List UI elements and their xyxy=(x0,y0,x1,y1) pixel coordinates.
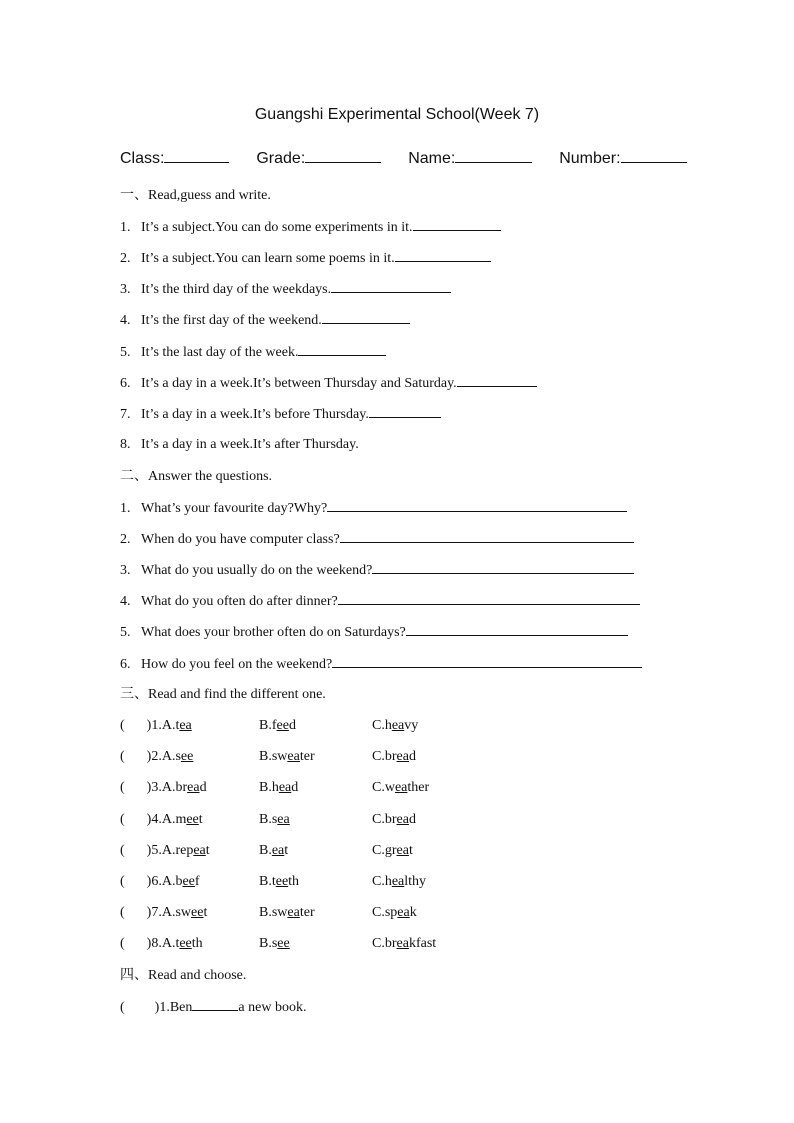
section4-heading: 四、Read and choose. xyxy=(120,968,247,983)
section2-item-5: 5. What does your brother often do on Saturdays? xyxy=(120,623,628,642)
option-c: C.healthy xyxy=(372,874,427,889)
option-c: C.bread xyxy=(372,812,416,827)
underlined-letters: ee xyxy=(179,936,192,951)
class-label: Class: xyxy=(120,150,165,167)
number-blank[interactable] xyxy=(621,148,687,163)
option-a-group: ( )2.A.see xyxy=(120,749,194,764)
underlined-letters: ea xyxy=(396,812,409,827)
name-blank[interactable] xyxy=(455,148,532,163)
answer-paren-open: ( xyxy=(120,843,125,858)
section1-item-3: 3. It’s the third day of the weekdays. xyxy=(120,280,451,299)
answer-paren-open: ( xyxy=(120,905,125,920)
underlined-letters: ea xyxy=(193,843,206,858)
section1-heading: 一、Read,guess and write. xyxy=(120,188,271,203)
underlined-letters: ea xyxy=(187,780,200,795)
section2-item-4: 4. What do you often do after dinner? xyxy=(120,592,640,611)
answer-blank[interactable] xyxy=(298,343,386,356)
option-b: B.sweater xyxy=(259,749,315,764)
underlined-letters: ea xyxy=(179,718,192,733)
option-b: B.see xyxy=(259,936,290,951)
section2-item-1: 1. What’s your favourite day?Why? xyxy=(120,499,627,518)
answer-paren-close: ) xyxy=(146,780,152,795)
underlined-letters: ea xyxy=(287,749,300,764)
option-a-group: ( )1.A.tea xyxy=(120,718,192,733)
answer-blank[interactable] xyxy=(457,374,537,387)
answer-paren-close: ) xyxy=(146,812,152,827)
section1-item-2: 2. It’s a subject.You can learn some poems in it. xyxy=(120,249,491,268)
class-field[interactable] xyxy=(120,148,229,168)
underlined-letters: ea xyxy=(396,749,409,764)
underlined-letters: ee xyxy=(277,936,290,951)
underlined-letters: ee xyxy=(191,905,204,920)
answer-paren-close: ) xyxy=(146,843,152,858)
answer-blank[interactable] xyxy=(331,280,451,293)
section2-heading: 二、Answer the questions. xyxy=(120,469,273,484)
number-label: Number: xyxy=(559,150,621,167)
section1-item-6: 6. It’s a day in a week.It’s between Thursday and Saturday. xyxy=(120,374,537,393)
answer-paren-open: ( xyxy=(120,936,125,951)
answer-box[interactable] xyxy=(125,999,155,1011)
answer-blank[interactable] xyxy=(338,592,640,605)
option-b: B.sweater xyxy=(259,905,315,920)
underlined-letters: ee xyxy=(276,718,289,733)
answer-paren-open: ( xyxy=(120,812,125,827)
underlined-letters: ea xyxy=(278,780,292,795)
option-c: C.speak xyxy=(372,905,417,920)
section2-item-3: 3. What do you usually do on the weekend? xyxy=(120,561,634,580)
option-b: B.head xyxy=(259,780,299,795)
option-c: C.heavy xyxy=(372,718,419,733)
section1-item-7: 7. It’s a day in a week.It’s before Thursday. xyxy=(120,405,441,424)
option-b: B.feed xyxy=(259,718,296,733)
option-b: B.sea xyxy=(259,812,290,827)
answer-paren-close: ) xyxy=(146,749,152,764)
option-a-group: ( )8.A.teeth xyxy=(120,936,203,951)
answer-paren-close: ) xyxy=(146,874,152,889)
answer-paren-open: ( xyxy=(120,718,125,733)
grade-field[interactable] xyxy=(256,148,381,168)
answer-paren-open: ( xyxy=(120,874,125,889)
answer-blank[interactable] xyxy=(395,249,491,262)
underlined-letters: ea xyxy=(396,936,409,951)
name-field[interactable] xyxy=(408,148,532,168)
section2-item-2: 2. When do you have computer class? xyxy=(120,530,634,549)
answer-paren-close: ) xyxy=(146,905,152,920)
answer-blank[interactable] xyxy=(369,405,441,418)
section1-item-8: 8. It’s a day in a week.It’s after Thursday. xyxy=(120,437,359,452)
answer-blank[interactable] xyxy=(322,311,410,324)
section1-item-1: 1. It’s a subject.You can do some experiments in it. xyxy=(120,218,501,237)
option-a-group: ( )7.A.sweet xyxy=(120,905,208,920)
grade-blank[interactable] xyxy=(305,148,381,163)
section1-item-5: 5. It’s the last day of the week. xyxy=(120,343,386,362)
name-label: Name: xyxy=(408,150,456,167)
answer-paren-open: ( xyxy=(120,749,125,764)
section3-heading: 三、Read and find the different one. xyxy=(120,687,326,702)
underlined-letters: ea xyxy=(394,780,408,795)
underlined-letters: ea xyxy=(391,874,405,889)
option-a-group: ( )5.A.repeat xyxy=(120,843,210,858)
page-title: Guangshi Experimental School(Week 7) xyxy=(254,106,540,123)
answer-paren-close: ) xyxy=(154,1000,160,1015)
answer-blank[interactable] xyxy=(340,530,634,543)
underlined-letters: ee xyxy=(275,874,289,889)
student-info-row xyxy=(120,148,680,168)
answer-paren-open: ( xyxy=(120,1000,125,1015)
option-a-group: ( )4.A.meet xyxy=(120,812,203,827)
section4-item-1: ( )1.Ben a new book. xyxy=(120,1000,307,1015)
number-field[interactable] xyxy=(559,148,686,168)
grade-label: Grade: xyxy=(256,150,306,167)
answer-paren-close: ) xyxy=(146,718,152,733)
option-c: C.breakfast xyxy=(372,936,437,951)
underlined-letters: ea xyxy=(397,905,410,920)
answer-paren-close: ) xyxy=(146,936,152,951)
class-blank[interactable] xyxy=(164,148,229,163)
section2-item-6: 6. How do you feel on the weekend? xyxy=(120,655,642,674)
option-a-group: ( )3.A.bread xyxy=(120,780,207,795)
answer-blank[interactable] xyxy=(406,623,628,636)
answer-blank[interactable] xyxy=(327,499,627,512)
underlined-letters: ea xyxy=(391,718,405,733)
option-a-group: ( )6.A.beef xyxy=(120,874,200,889)
underlined-letters: ea xyxy=(271,843,285,858)
answer-blank[interactable] xyxy=(413,218,501,231)
answer-blank[interactable] xyxy=(192,998,238,1011)
underlined-letters: ee xyxy=(186,812,199,827)
option-b: B.eat xyxy=(259,843,289,858)
underlined-letters: ea xyxy=(287,905,300,920)
underlined-letters: ea xyxy=(396,843,409,858)
option-c: C.bread xyxy=(372,749,416,764)
answer-blank[interactable] xyxy=(332,655,642,668)
section1-item-4: 4. It’s the first day of the weekend. xyxy=(120,311,410,330)
underlined-letters: ee xyxy=(180,749,194,764)
underlined-letters: ee xyxy=(182,874,195,889)
option-b: B.teeth xyxy=(259,874,300,889)
answer-blank[interactable] xyxy=(372,561,634,574)
underlined-letters: ea xyxy=(277,812,290,827)
answer-paren-open: ( xyxy=(120,780,125,795)
option-c: C.weather xyxy=(372,780,430,795)
option-c: C.great xyxy=(372,843,413,858)
